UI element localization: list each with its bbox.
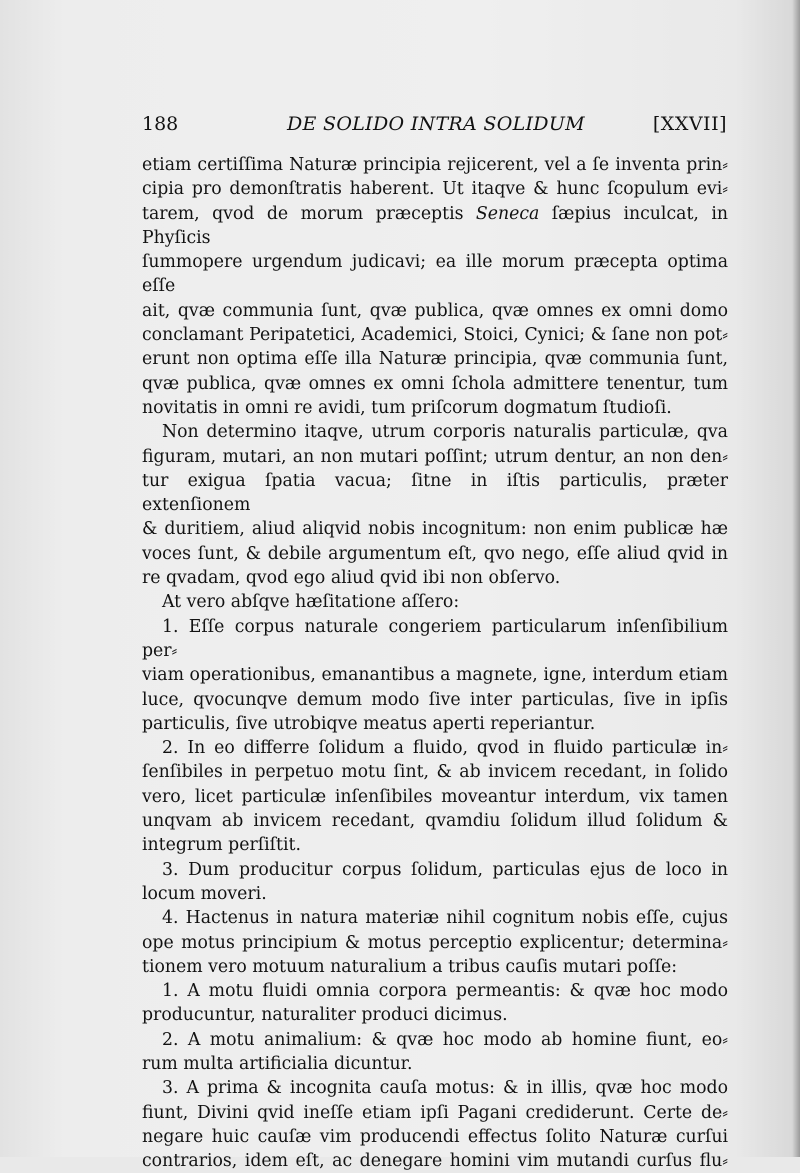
text-line: tionem vero motuum naturalium a tribus cauſis mutari poſſe: <box>142 956 678 977</box>
text-line: ait, qvæ communia ſunt, qvæ publica, qvæ omnes ex omni domo <box>142 300 728 321</box>
text-line: Non determino itaqve, utrum corporis naturalis particulæ, qva <box>162 422 728 443</box>
text-line: viam operationibus, emanantibus a magnete, igne, interdum etiam <box>142 665 728 686</box>
text-line: figuram, mutari, an non mutari poſſint; utrum dentur, an non den⸗ <box>142 446 728 467</box>
text-line: 1. Eſſe corpus naturale congeriem particularum inſenſibilium per⸗ <box>142 616 728 661</box>
text-line <box>142 202 728 251</box>
text-line: 2. In eo differre ſolidum a fluido, qvod in fluido particulæ in⸗ <box>162 738 728 759</box>
text-line: qvæ publica, qvæ omnes ex omni ſchola admittere tenentur, tum <box>142 373 728 394</box>
text-line: negare huic cauſæ vim producendi effectus ſolito Naturæ curſui <box>142 1126 728 1147</box>
text-line: tur exigua ſpatia vacua; ſitne in iſtis particulis, præter extenſionem <box>142 470 728 516</box>
page-header <box>142 113 727 143</box>
body-text <box>142 153 728 1173</box>
page-edge-shadow <box>792 0 800 1157</box>
text-line: vero, licet particulæ inſenſibiles moveantur interdum, vix tamen <box>142 786 728 807</box>
text-line: re qvadam, qvod ego aliud qvid ibi non obſervo. <box>142 568 561 589</box>
text-line: 4. Hactenus in natura materiæ nihil cognitum nobis eſſe, cujus <box>162 908 728 929</box>
text-line: locum moveri. <box>142 883 267 904</box>
text-line: unqvam ab invicem recedant, qvamdiu ſolidum illud ſolidum & <box>142 811 728 832</box>
text-line: particulis, ſive utrobiqve meatus aperti reperiantur. <box>142 713 596 734</box>
text-line: producuntur, naturaliter produci dicimus. <box>142 1005 508 1026</box>
text-line: fiunt, Divini qvid ineſſe etiam ipſi Pagani crediderunt. Certe de⸗ <box>142 1102 728 1123</box>
text-line: contrarios, idem eſt, ac denegare homini vim mutandi curſus flu⸗ <box>142 1151 728 1172</box>
text-line: 3. Dum producitur corpus ſolidum, particulas ejus de loco in <box>162 859 728 880</box>
section-number: [XXVII] <box>652 113 727 135</box>
text-line: conclamant Peripatetici, Academici, Stoici, Cynici; & ſane non pot⸗ <box>142 325 728 346</box>
text-line: ſummopere urgendum judicavi; ea ille morum præcepta optima eſſe <box>142 252 728 297</box>
text-span: tarem, qvod de morum præceptis <box>142 203 476 224</box>
text-line: cipia pro demonſtratis haberent. Ut itaqve & hunc ſcopulum evi⸗ <box>142 179 728 200</box>
text-line: 1. A motu fluidi omnia corpora permeantis: & qvæ hoc modo <box>162 981 728 1002</box>
text-line: novitatis in omni re avidi, tum priſcorum dogmatum ſtudioſi. <box>142 397 672 418</box>
text-line: ope motus principium & motus perceptio explicentur; determina⸗ <box>142 932 728 953</box>
text-line: rum multa artificialia dicuntur. <box>142 1053 413 1074</box>
author-name: Seneca <box>475 203 540 224</box>
text-span: ſæpius inculcat, in Phyſicis <box>142 203 728 248</box>
text-line: 3. A prima & incognita cauſa motus: & in illis, qvæ hoc modo <box>162 1078 728 1099</box>
text-line: & duritiem, aliud aliqvid nobis incognitum: non enim publicæ hæ <box>142 519 728 540</box>
text-line: At vero abſqve hæſitatione aſſero: <box>162 592 460 613</box>
text-line: erunt non optima eſſe illa Naturæ principia, qvæ communia ſunt, <box>142 349 728 370</box>
page-number: 188 <box>142 113 179 135</box>
text-line: ſenſibiles in perpetuo motu ſint, & ab invicem recedant, in ſolido <box>142 762 728 783</box>
text-line: integrum perſiſtit. <box>142 835 301 856</box>
text-line: luce, qvocunqve demum modo ſive inter particulas, ſive in ipſis <box>142 689 728 710</box>
running-title: DE SOLIDO INTRA SOLIDUM <box>287 113 585 135</box>
text-line: voces ſunt, & debile argumentum eſt, qvo nego, eſſe aliud qvid in <box>142 543 728 564</box>
text-line: 2. A motu animalium: & qvæ hoc modo ab homine fiunt, eo⸗ <box>162 1029 728 1050</box>
text-line: etiam certiſſima Naturæ principia rejicerent, vel a ſe inventa prin⸗ <box>142 155 728 175</box>
